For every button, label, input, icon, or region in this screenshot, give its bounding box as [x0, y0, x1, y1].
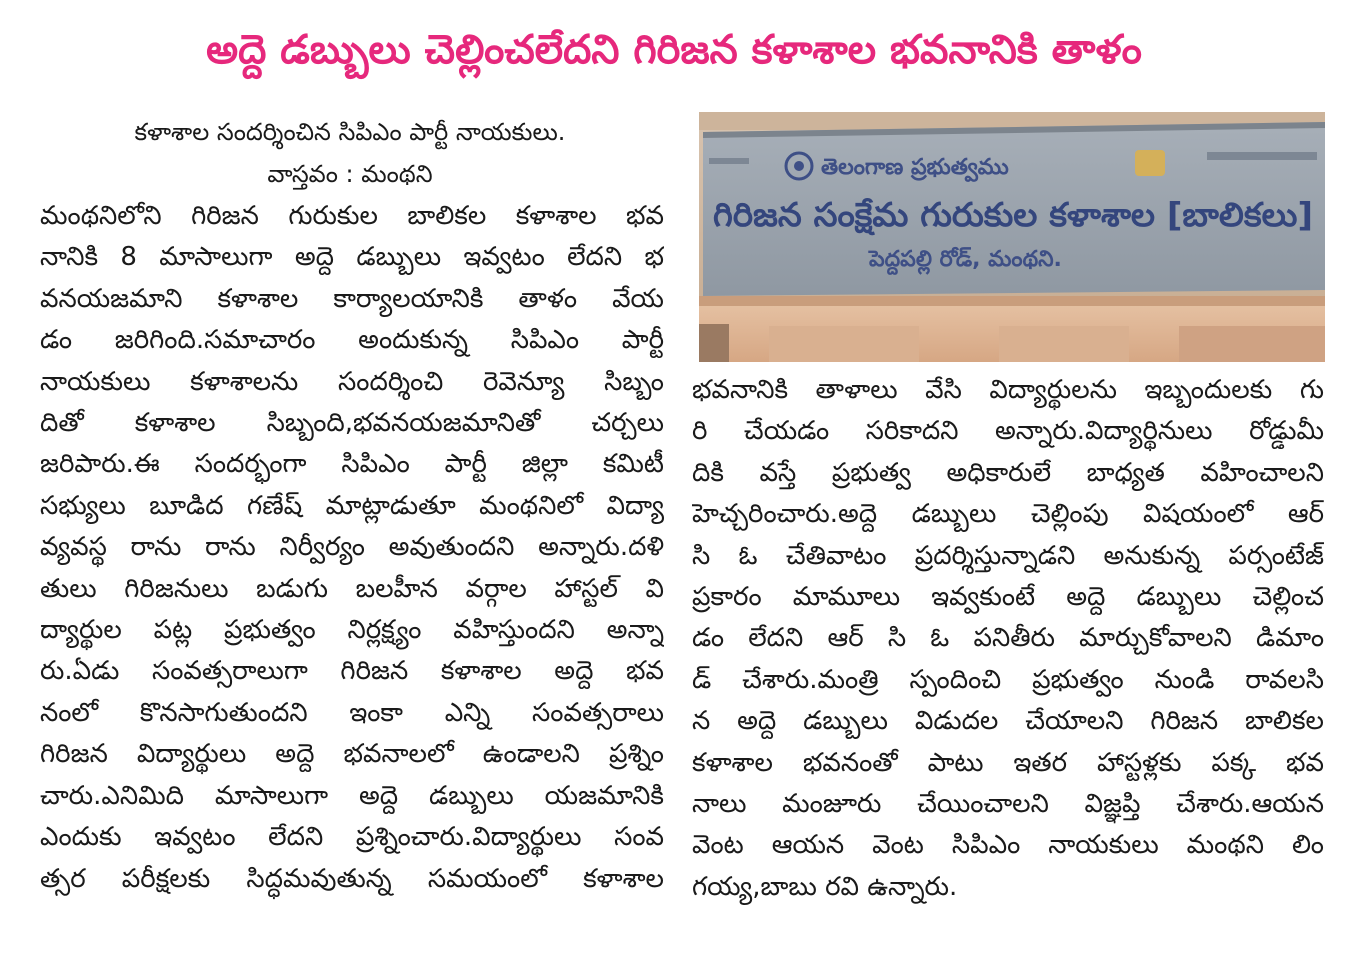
text-line: నాలు మంజూరు చేయించాలని విజ్ఞప్తి చేశారు.ఆయన — [692, 789, 1324, 820]
text-line: మంథనిలోని గిరిజన గురుకుల బాలికల కళాశాల భవ — [40, 201, 664, 231]
text-line: భవనానికి తాళాలు వేసి విద్యార్థులను ఇబ్బందులకు గు — [692, 375, 1324, 405]
text-line: వ్యవస్థ రాను రాను నిర్వీర్యం అవుతుందని అన్నారు.దళి — [40, 532, 664, 563]
text-line: రి చేయడం సరికాదని అన్నారు.విద్యార్థినులు రోడ్డుమీ — [692, 416, 1324, 447]
article-column-right — [692, 370, 1324, 908]
text-line: తులు గిరిజనులు బడుగు బలహీన వర్గాల హాస్టల్ వి — [40, 573, 664, 604]
text-line: త్సర పరీక్షలకు సిద్ధమవుతున్న సమయంలో కళాశాల — [40, 863, 664, 894]
text-line: ఎందుకు ఇవ్వటం లేదని ప్రశ్నించారు.విద్యార్థులు సంవ — [40, 822, 664, 853]
text-line: దితో కళాశాల సిబ్బంది,భవనయజమానితో చర్చలు — [40, 408, 664, 439]
text-line: న అద్దె డబ్బులు విడుదల చేయాలని గిరిజన బాలికల — [692, 706, 1324, 737]
text-line: వెంట ఆయన వెంట సిపిఎం నాయకులు మంథని లిం — [692, 830, 1324, 861]
news-photo — [699, 112, 1325, 362]
signboard-photo — [699, 112, 1325, 362]
photo-caption: కళాశాల సందర్శించిన సిపిఎం పార్టీ నాయకులు. — [134, 118, 566, 146]
headline: అద్దె డబ్బులు చెల్లించలేదని గిరిజన కళాశాల భవనానికి తాళం — [206, 27, 1142, 73]
college-logo-icon — [1135, 150, 1165, 176]
text-line: చారు.ఎనిమిది మాసాలుగా అద్దె డబ్బులు యజమానికి — [40, 780, 664, 811]
text-line: సి ఓ చేతివాటం ప్రదర్శిస్తున్నాడని అనుకున్న పర్సంటేజ్ — [692, 540, 1324, 571]
text-line: నాయకులు కళాశాలను సందర్శించి రెవెన్యూ సిబ్బం — [40, 366, 664, 397]
text-line: జరిపారు.ఈ సందర్భంగా సిపిఎం పార్టీ జిల్లా కమిటీ — [40, 449, 664, 480]
text-line: గయ్య,బాబు రవి ఉన్నారు. — [692, 871, 958, 902]
text-line: సభ్యులు బూడిద గణేష్ మాట్లాడుతూ మంథనిలో విద్యా — [40, 490, 664, 521]
text-line: నంలో కొనసాగుతుందని ఇంకా ఎన్ని సంవత్సరాలు — [40, 697, 664, 728]
board-line-3: పెద్దపల్లి రోడ్, మంథని. — [869, 247, 1062, 272]
board-line-2: గిరిజన సంక్షేమ గురుకుల కళాశాల [బాలికలు] — [713, 195, 1296, 234]
text-line: ప్రకారం మామూలు ఇవ్వకుంటే అద్దె డబ్బులు చెల్లించ — [692, 582, 1324, 613]
text-line: రు.ఏడు సంవత్సరాలుగా గిరిజన కళాశాల అద్దె భవ — [40, 656, 664, 687]
text-line: కళాశాల భవనంతో పాటు ఇతర హాస్టళ్లకు పక్క భవ — [692, 747, 1324, 778]
text-line: వనయజమాని కళాశాల కార్యాలయానికి తాళం వేయ — [40, 283, 664, 314]
text-line: గిరిజన విద్యార్థులు అద్దె భవనాలలో ఉండాలని ప్రశ్నిం — [40, 739, 664, 770]
text-line: హెచ్చరించారు.అద్దె డబ్బులు చెల్లింపు విషయంలో ఆర్ — [692, 499, 1324, 530]
article-column-left — [40, 196, 664, 900]
text-line: నానికి 8 మాసాలుగా అద్దె డబ్బులు ఇవ్వటం లేదని భ — [40, 242, 664, 273]
text-line: దికి వస్తే ప్రభుత్వ అధికారులే బాధ్యత వహించాలని — [692, 457, 1324, 488]
text-line: డం జరిగింది.సమాచారం అందుకున్న సిపిఎం పార్టీ — [40, 325, 664, 356]
text-line: డం లేదని ఆర్ సి ఓ పనితీరు మార్చుకోవాలని డిమాం — [692, 623, 1324, 654]
dateline: వాస్తవం : మంథని — [267, 160, 433, 188]
text-line: ద్యార్థుల పట్ల ప్రభుత్వం నిర్లక్ష్యం వహిస్తుందని అన్నా — [40, 615, 664, 646]
board-line-1: తెలంగాణ ప్రభుత్వము — [821, 155, 1009, 180]
text-line: డ్ చేశారు.మంత్రి స్పందించి ప్రభుత్వం నుండి రావలసి — [692, 664, 1324, 695]
